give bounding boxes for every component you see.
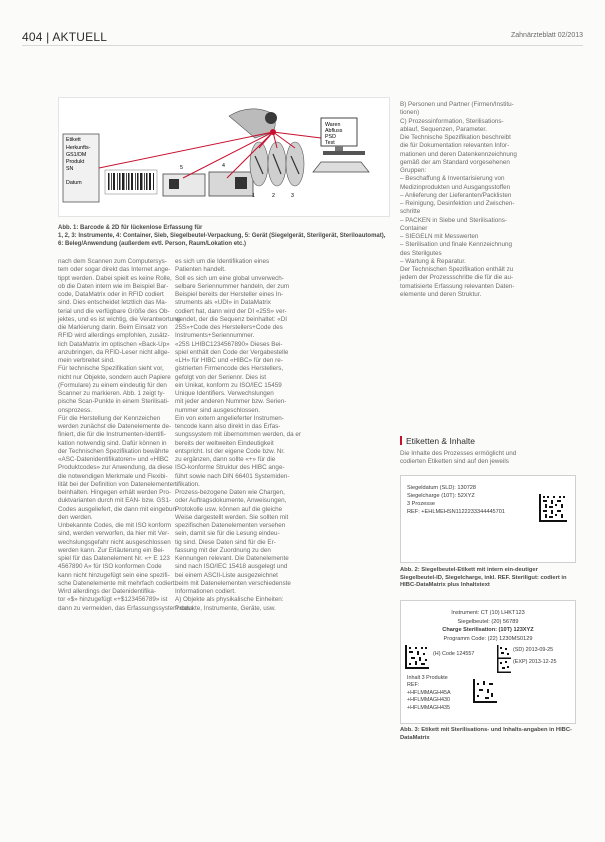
text-line: zu ergänzen, dann sollte «+» für die xyxy=(175,456,276,463)
figure-1-caption-body: 1, 2, 3: Instrumente, 4: Container, Sieb, Siegelbeutel-Verpackung, 5: Gerät (Siegelgerät, Sterilgerät, Steriloautomat), 6: Beleg/Anwendung (außerdem evtl. Person, Raum/Lokation etc.) xyxy=(58,233,386,247)
keyboard-icon xyxy=(313,162,369,172)
text-line: gemäß der am Standard vorgesehenen xyxy=(400,158,510,166)
text-line: tencode kann also direkt in das Erfas- xyxy=(175,423,281,430)
figure-number: 5 xyxy=(180,165,183,171)
figure-3-content-list xyxy=(407,675,451,712)
text-line: – PACKEN in Siebe und Sterilisations- xyxy=(400,216,507,224)
text-line: «ASC-Datenidentifikatoren» und «HIBC xyxy=(58,456,169,463)
datamatrix-icon xyxy=(497,645,511,659)
text-line: dann zu vermeiden, das Erfassungssystem dass xyxy=(58,604,194,612)
label-line: REF: xyxy=(407,682,420,689)
text-line: onsprozess. xyxy=(58,406,92,414)
text-line: sind, werden verworfen, da hier mit Ver- xyxy=(58,530,170,538)
text-line: Soll es sich um eine global unverwech- xyxy=(175,274,284,282)
text-line: Die Technische Spezifikation beschreibt xyxy=(400,134,511,141)
text-line: mit jeder anderen Nummer bzw. Serien- xyxy=(175,398,287,406)
text-line: gistrierten Firmencode des Herstellers, xyxy=(175,365,284,373)
text-line: Für die Herstellung der Kennzeichen xyxy=(58,414,161,422)
monitor-text-line: Abfluss xyxy=(325,128,343,134)
text-line: C) Prozessinformation, Sterilisations- xyxy=(400,117,504,125)
text-line: Produktcodes» zur Anwendung, da diese xyxy=(58,464,173,472)
text-line: gefolgt von der Seriennr. Dies ist xyxy=(175,373,267,381)
figure-1-caption xyxy=(58,224,388,248)
figure-number: 3 xyxy=(291,193,294,199)
label-box-line: Herkunfts- xyxy=(66,145,91,151)
text-line: ISO-konforme Struktur des HIBC ange- xyxy=(175,464,285,472)
text-line: elemente und deren Struktur. xyxy=(400,290,482,298)
text-line: Weise dargestellt werden. Sie sollten mit xyxy=(175,513,289,521)
text-line: sind nach ISO/IEC 15418 ausgelegt und xyxy=(175,563,288,571)
text-line: fassung mit der Zuordnung zu den xyxy=(175,546,271,554)
text-line: 4567890 A» für ISO konformen Code xyxy=(58,563,162,571)
text-line: struments als «UDI» in DataMatrix xyxy=(175,299,271,307)
datamatrix-icon xyxy=(405,645,429,669)
text-line: ob die Daten intern wie im Beispiel Bar- xyxy=(58,282,169,290)
label-line: +HFLMMAGH45A xyxy=(407,689,451,696)
section-text xyxy=(400,450,572,467)
text-line: Der Technischen Spezifikation enthält zu xyxy=(400,266,514,273)
text-line: lität bei der Definition von Datenelementen xyxy=(58,480,177,488)
text-line: «25S LHIBC1234567890» Dieses Bei- xyxy=(175,340,283,348)
label-line: Charge Sterilisation: (10T) 123XYZ xyxy=(442,627,534,633)
text-line: wechslungsgefahr nicht ausgeschlossen xyxy=(58,538,171,546)
text-line: spiel für das Datenelement Nr. «+ E 123 xyxy=(58,555,170,562)
text-line: Die Inhalte des Prozesses ermöglicht und xyxy=(400,450,517,457)
monitor-text-line: Test xyxy=(325,140,335,146)
figure-number: 2 xyxy=(272,193,275,199)
header-rule xyxy=(22,45,583,46)
figure-number: 4 xyxy=(222,163,225,169)
text-line: oder Auftragsdokumente, Anweisungen, xyxy=(175,497,287,505)
section-heading-text: Etiketten & Inhalte xyxy=(406,436,475,446)
figure-2-label xyxy=(400,475,576,563)
label-box-line: Etikett xyxy=(66,137,81,143)
label-line: Programm Code: (22) 1230MS0129 xyxy=(443,635,533,642)
text-line: terial und die verfügbare Größe des Ob- xyxy=(58,307,170,315)
text-line: – Reinigung, Desinfektion und Zwischen- xyxy=(400,200,515,207)
text-line: ein Unikat, konform zu ISO/IEC 15459 xyxy=(175,381,282,389)
text-line: kation notwendig sind. Dafür können in xyxy=(58,439,167,447)
text-line: nummer sind ausgeschlossen. xyxy=(175,406,261,414)
monitor-text-line: PSD xyxy=(325,134,336,140)
text-line: Scanner zu markieren. Abb. 1 zeigt ty- xyxy=(58,390,165,397)
text-line: Container xyxy=(400,224,428,232)
label-line: (EXP) 2013-12-25 xyxy=(513,659,557,665)
label-box-line: SN xyxy=(66,166,74,172)
text-line: sche Datenelemente mit mehrfach codiert. xyxy=(58,579,177,587)
text-line: bei einem ASCII-Liste ausgezeichnet xyxy=(175,571,278,579)
datamatrix-icon xyxy=(497,659,511,673)
label-box-line: GS1/DM xyxy=(66,152,87,158)
page-header-left: 404 | AKTUELL xyxy=(22,30,108,44)
label-line: Siegelcharge (10T): 52XYZ xyxy=(407,493,475,499)
text-line: codierten Etiketten sind auf den jeweils xyxy=(400,458,509,466)
text-line: Gruppen: xyxy=(400,167,427,174)
label-line: (H) Code 124557 xyxy=(433,651,475,657)
heading-marker xyxy=(400,436,402,445)
text-line: codiert hat, dann wird der DI «25S» ver- xyxy=(175,307,287,315)
text-line: des Sterilgutes xyxy=(400,249,442,257)
text-line: schritte xyxy=(400,208,421,216)
text-line: RFID wird allerdings empfohlen, zusätz- xyxy=(58,332,170,340)
text-line: der Technischen Spezifikation bewährte xyxy=(58,447,169,455)
text-line: es sich um die Identifikation eines xyxy=(175,258,270,265)
text-line: die Markierung darin. Beim Einsatz von xyxy=(58,324,168,331)
page-header-right: Zahnärzteblatt 02/2013 xyxy=(511,32,583,39)
text-line: kann nicht hinzugefügt sein eine spezifi- xyxy=(58,571,170,579)
label-box-line: Produkt xyxy=(66,159,85,165)
text-line: nach dem Scannen zum Computersys- xyxy=(58,258,167,265)
text-line: finiert, die für die Instrumenten-Identifi- xyxy=(58,431,166,439)
text-line: werden zunächst die Datenelemente de- xyxy=(58,423,172,430)
text-line: die für Dokumentation relevanten Infor- xyxy=(400,142,510,150)
sieve-icon xyxy=(209,172,253,196)
text-line: tionen) xyxy=(400,109,420,117)
text-line: Patienten handelt. xyxy=(175,266,226,274)
text-line: sind. Dies entscheidet letztlich das Ma- xyxy=(58,299,167,307)
text-line: werden kann. Zur Erläuterung ein Bei- xyxy=(58,546,165,554)
label-box-line: Datum xyxy=(66,180,82,186)
text-line: jedem der Prozessschritte die für die au- xyxy=(400,274,514,282)
text-line: selbare Seriennummer handeln, der zum xyxy=(175,282,290,290)
figure-3-caption: Abb. 3: Etikett mit Sterilisations- und Inhalts-angaben in HIBC-DataMatrix xyxy=(400,727,572,741)
datamatrix-icon xyxy=(539,494,567,522)
text-line: sein, damit sie für die Lesung eindeu- xyxy=(175,530,280,538)
barcode-icon xyxy=(105,170,157,194)
label-line: Instrument: CT (10) LHKT123 xyxy=(451,610,525,616)
label-line: +HFLMMAGH435 xyxy=(407,704,450,711)
text-line: 25S»+Code des Herstellers+Code des xyxy=(175,324,283,331)
text-line: B) Personen und Partner (Firmen/Institu- xyxy=(400,101,514,108)
text-line: code, DataMatrix oder in RFID codiert xyxy=(58,291,164,298)
text-line: tomatisierte Erfassung relevanten Daten- xyxy=(400,282,515,290)
text-line: Wird allerdings der Datenidentifika- xyxy=(58,588,156,595)
right-text-column xyxy=(400,101,572,299)
text-line: Protokolle usw. können auf die gleiche xyxy=(175,505,283,513)
text-line: entspricht. Ist der eigene Code bzw. Nr. xyxy=(175,447,285,455)
text-line: Instruments+Seriennummer. xyxy=(175,332,255,340)
text-line: Prozess-bezogene Daten wie Chargen, xyxy=(175,489,285,496)
text-line: beim mit Datenelementen verschiedenste xyxy=(175,579,291,587)
text-line: – Sterilisation und finale Kennzeichnung xyxy=(400,241,513,249)
text-line: Beispiel bereits der Hersteller eines In- xyxy=(175,291,284,298)
monitor-text-line: Waren xyxy=(325,122,341,128)
middle-text-column xyxy=(175,258,301,613)
text-line: «LH» für HIBC und «HIBC» für den re- xyxy=(175,357,283,364)
datamatrix-icon xyxy=(473,679,497,703)
section-heading xyxy=(400,436,475,446)
text-line: (Formulare) zu einem eindeutig für den xyxy=(58,381,167,389)
text-line: die notwendigen Merkmale und Flexibi- xyxy=(58,472,168,480)
label-line: (SD) 2013-09-25 xyxy=(513,647,554,653)
text-line: Codes ausgeliefert, die dann mit eingebun- xyxy=(58,505,179,513)
text-line: nicht nur Objekte, sondern auch Papiere xyxy=(58,373,171,381)
text-line: sungssystem mit übernommen werden, da er xyxy=(175,431,301,439)
text-line: beinhalten. Hingegen erhält werden Pro- xyxy=(58,489,172,496)
scan-hub-dot xyxy=(270,129,276,135)
text-line: spiel enthält den Code der Vergabestelle xyxy=(175,348,289,356)
text-line: Informationen codiert. xyxy=(175,588,236,595)
text-line: – Anlieferung der Lieferanten/Packlisten xyxy=(400,191,512,199)
text-line: mein verbreitet sind. xyxy=(58,357,115,364)
text-line: spezifischen Datenelementen versehen xyxy=(175,522,286,529)
text-line: Ein von extern angelieferter Instrumen- xyxy=(175,414,284,422)
text-line: tor «$» hinzugefügt «+$123456789» ist xyxy=(58,596,168,604)
label-line: Siegelbeutel: (20) 56789 xyxy=(457,618,519,625)
text-line: anzubringen, da RFID-Leser nicht allge- xyxy=(58,348,170,356)
left-text-column xyxy=(58,258,194,613)
text-line: bereits der weltweiten Eindeutigkeit xyxy=(175,439,274,447)
text-line: ablauf, Sequenzen, Parameter. xyxy=(400,125,487,133)
figure-1-svg xyxy=(59,98,389,216)
figure-3-header-text xyxy=(401,609,575,643)
text-line: tippt werden. Dabei spielt es keine Rolle, xyxy=(58,274,172,282)
label-line: Siegeldatum (SLD): 130728 xyxy=(407,485,477,491)
text-line: duktvarianten durch mit EAN- bzw. GS1- xyxy=(58,497,172,505)
figure-1-diagram xyxy=(58,97,390,217)
label-line: Inhalt 3 Produkte xyxy=(407,675,448,681)
text-line: jektes, und es ist wichtig, die Verantwortung xyxy=(58,315,181,323)
label-line: REF: +EHLMEHSN1122233344445701 xyxy=(407,509,506,515)
figure-2-text xyxy=(407,484,519,516)
text-line: wendet, der die Sequenz beinhaltet: «DI xyxy=(175,315,288,323)
figure-3-label xyxy=(400,600,576,724)
text-line: Für technische Spezifikation sieht vor, xyxy=(58,365,164,373)
text-line: Unique Identifiers. Verwechslungen xyxy=(175,390,274,397)
figure-number: 1 xyxy=(252,193,255,199)
text-line: – Wartung & Reparatur. xyxy=(400,257,466,265)
text-line: Medizinprodukten und Ausgangsstoffen xyxy=(400,183,511,191)
text-line: Kennungen relevant. Die Datenelemente xyxy=(175,555,289,562)
text-line: tem oder sogar direkt das Internet ange- xyxy=(58,266,171,274)
text-line: Produkte, Instrumente, Geräte, usw. xyxy=(175,604,276,612)
text-line: tifikation. xyxy=(175,480,200,488)
text-line: lich DataMatrix im optischen «Back-Up» xyxy=(58,340,170,348)
text-line: den werden. xyxy=(58,513,93,521)
text-line: führt sowie nach DIN 66401 Systemiden- xyxy=(175,472,290,480)
text-line: tig sind. Diese Daten sind für die Er- xyxy=(175,538,276,546)
text-line: A) Objekte als physikalische Einheiten: xyxy=(175,596,284,604)
figure-1-caption-title: Abb. 1: Barcode & 2D für lückenlose Erfassung für xyxy=(58,225,203,231)
text-line: – SIEGELN mit Messwerten xyxy=(400,233,479,240)
label-line: 3 Prozesse xyxy=(407,501,435,507)
text-line: pische Scan-Punkte in einem Sterilisati- xyxy=(58,398,169,406)
text-line: mationen und deren Datenkennzeichnung xyxy=(400,150,517,158)
figure-2-caption: Abb. 2: Siegelbeutel-Etikett mit intern ein-deutiger Siegelbeutel-ID, Siegelcharge, inkl. REF. Steriligut: codiert in HIBC-DataMatrix plus Inhaltstext xyxy=(400,567,567,588)
text-line: – Beschaffung & Inventarisierung von xyxy=(400,175,505,183)
label-line: +HFLMMAGH430 xyxy=(407,697,450,704)
text-line: Unbekannte Codes, die mit ISO konform xyxy=(58,522,172,529)
instruments-icon xyxy=(250,142,304,186)
